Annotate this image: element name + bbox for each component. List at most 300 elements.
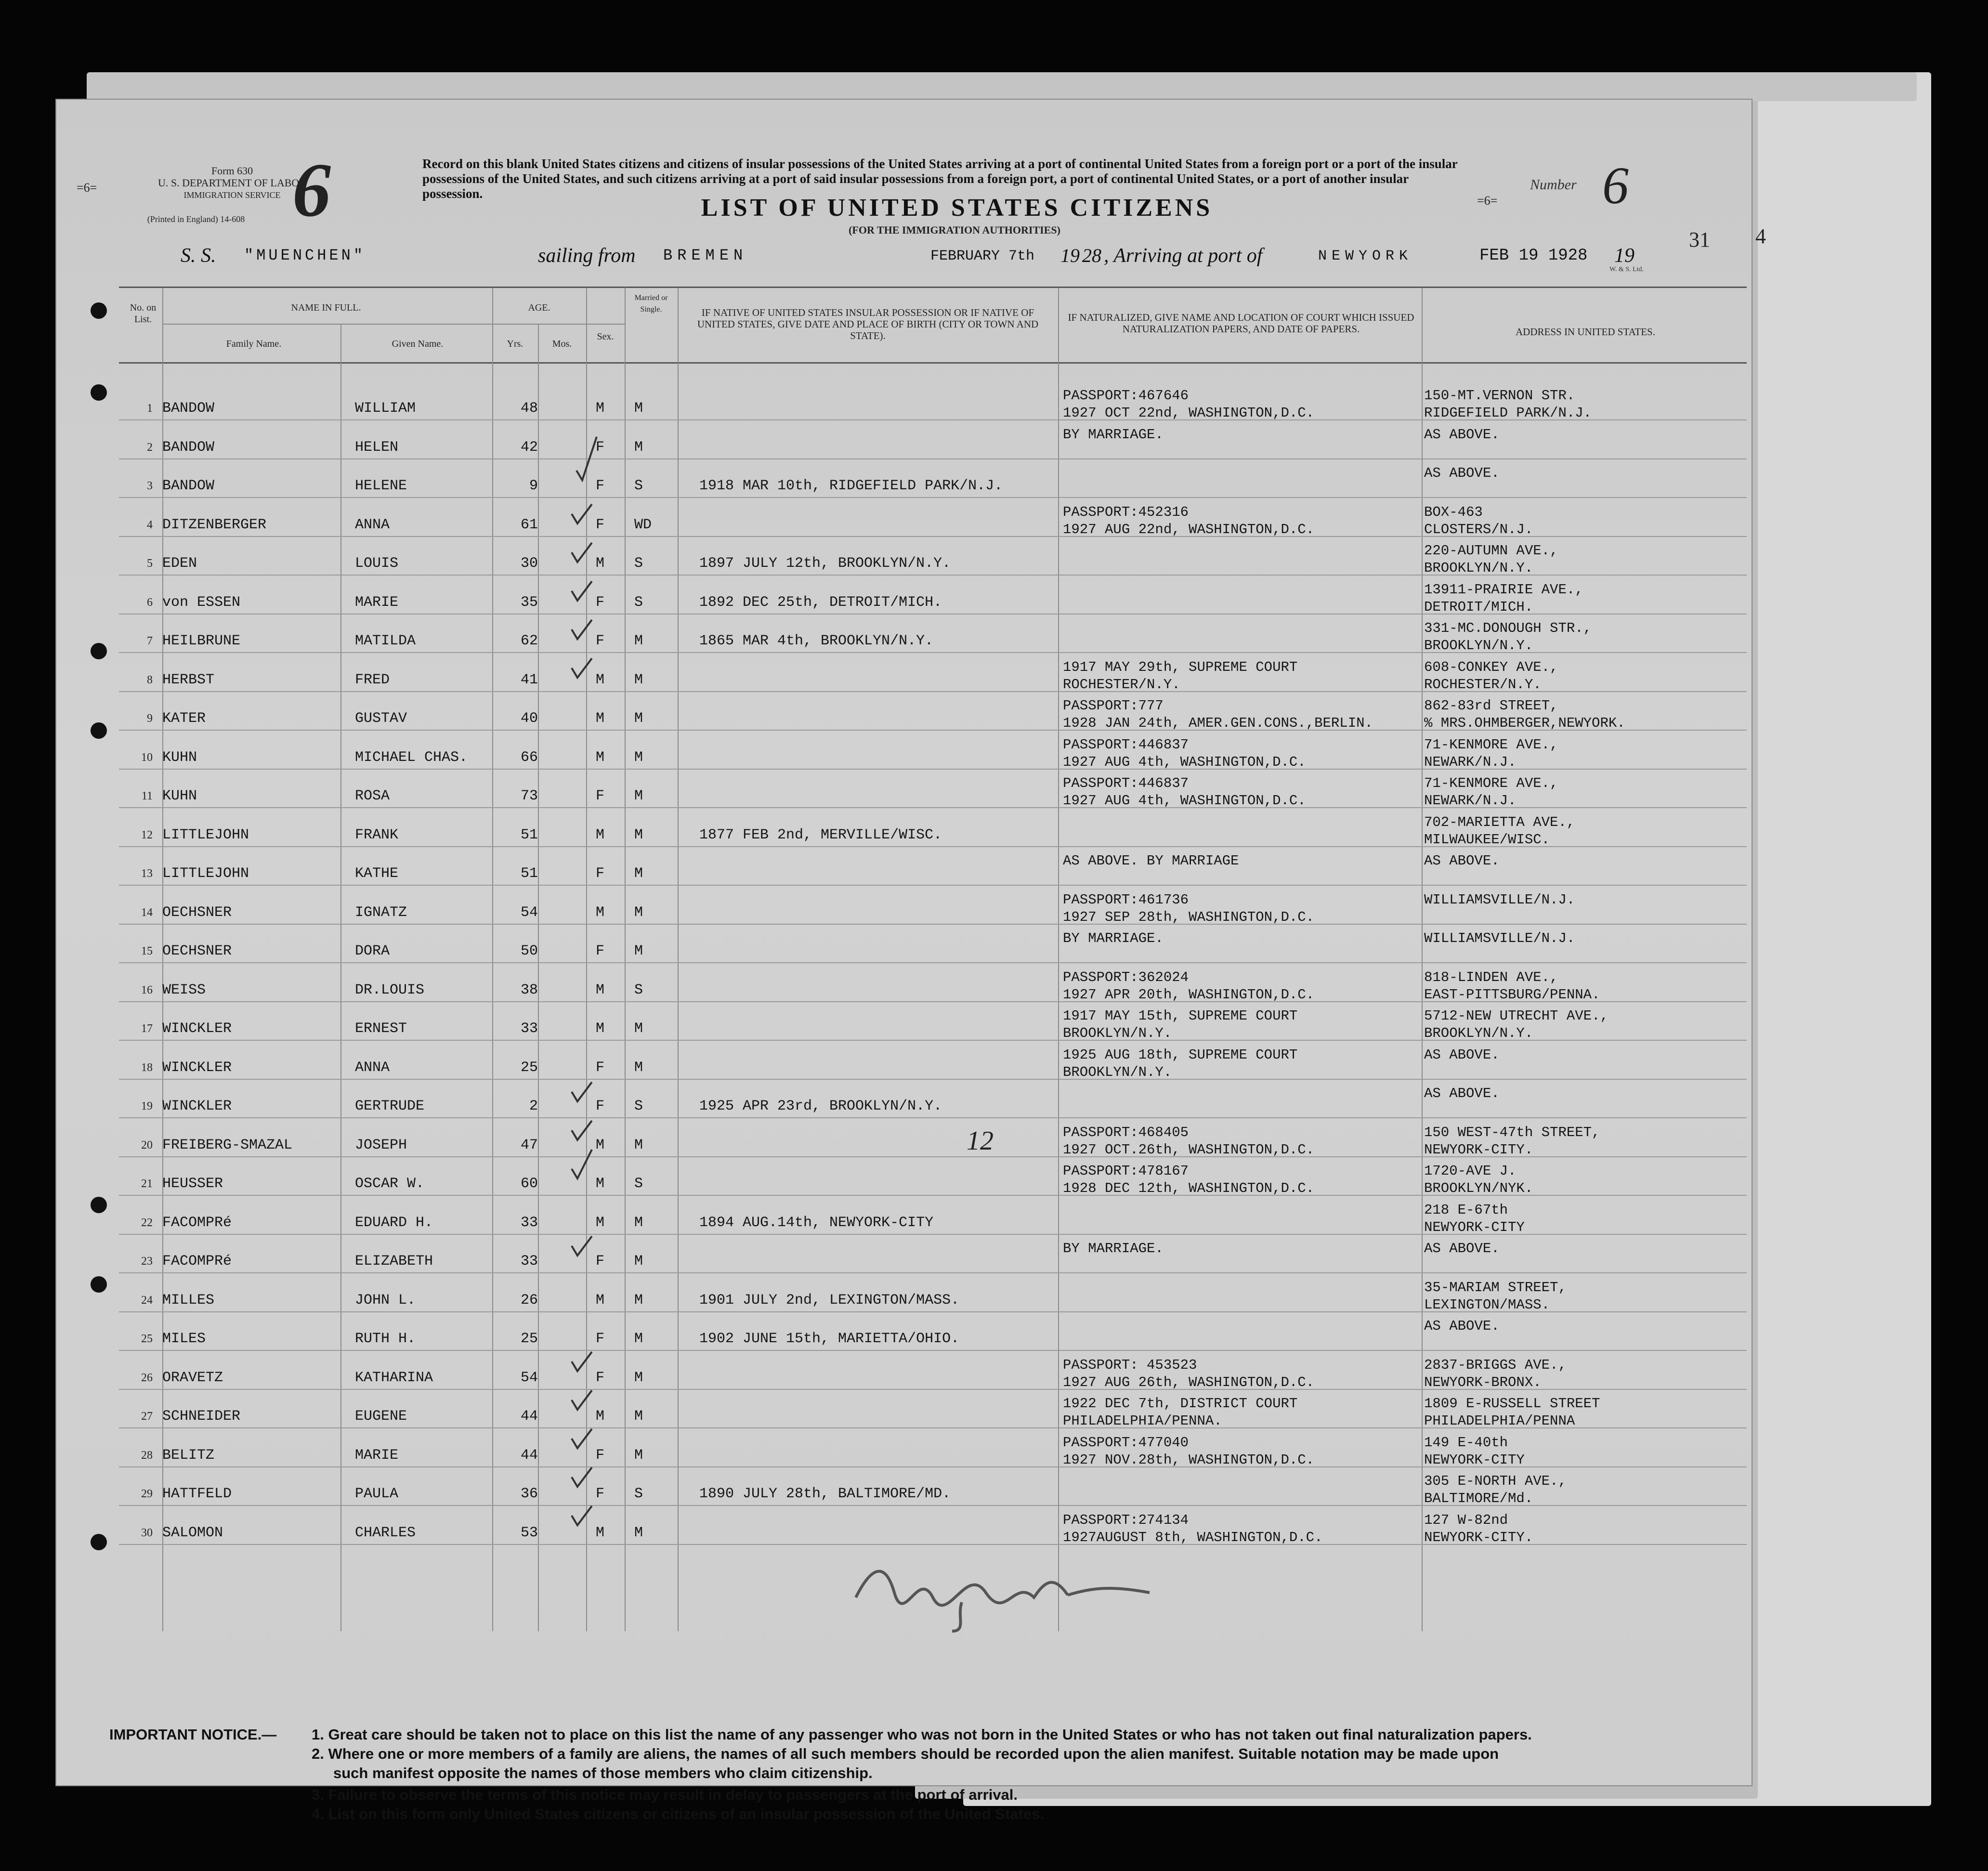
marital-status: M [634,1447,643,1464]
marital-status: M [634,1137,643,1153]
address-line-1: AS ABOVE. [1424,1241,1500,1256]
family-name: WINCKLER [162,1098,232,1114]
age: 33 [520,1021,538,1037]
marital-status: M [634,1253,643,1269]
sex: M [596,400,605,417]
marital-status: M [634,1369,643,1386]
marital-status: S [634,1176,643,1192]
row-number: 30 [141,1526,153,1539]
family-name: BELITZ [162,1447,215,1464]
manifest-page [55,99,1753,1822]
family-name: WINCKLER [162,1059,232,1076]
row-divider [119,1079,1747,1080]
col-birth: IF NATIVE OF UNITED STATES INSULAR POSSESSION OR IF NATIVE OF UNITED STATES, GIVE DATE AND PLACE OF BIRTH (CITY OR TOWN AND STATE). [697,307,1039,341]
margin-mark: =6= [77,181,97,195]
punch-hole [91,302,107,319]
row-divider [119,458,1747,459]
given-name: ANNA [355,516,390,533]
sex: F [596,478,605,494]
address-line-2: DETROIT/MICH. [1424,599,1533,615]
naturalization-line-1: PASSPORT:467646 [1063,388,1189,404]
age: 47 [520,1137,538,1153]
address-line-2: NEWARK/N.J. [1424,793,1517,809]
row-number: 6 [147,596,153,609]
address-line-1: 150-MT.VERNON STR. [1424,388,1575,404]
row-number: 7 [147,635,153,647]
birth-info: 1897 JULY 12th, BROOKLYN/N.Y. [699,555,951,572]
family-name: OECHSNER [162,904,232,921]
sex: F [596,1486,605,1502]
naturalization-line-1: PASSPORT:274134 [1063,1512,1189,1528]
age: 33 [520,1214,538,1231]
family-name: HEILBRUNE [162,633,241,649]
ship-name: "MUENCHEN" [244,247,366,264]
age: 53 [520,1524,538,1541]
birth-info: 1894 AUG.14th, NEWYORK-CITY [699,1214,934,1231]
age: 42 [520,439,538,456]
col-yrs: Yrs. [507,339,523,349]
age: 48 [520,400,538,417]
naturalization-line-2: 1927 APR 20th, WASHINGTON,D.C. [1063,986,1315,1003]
address-line-2: LEXINGTON/MASS. [1424,1296,1550,1313]
naturalization-line-2: 1927 AUG 4th, WASHINGTON,D.C. [1063,754,1306,770]
sex: M [596,1524,605,1541]
naturalization-line-1: PASSPORT:362024 [1063,969,1189,985]
address-line-2: % MRS.OHMBERGER,NEWYORK. [1424,715,1625,731]
age: 73 [520,788,538,804]
naturalization-line-2: 1928 DEC 12th, WASHINGTON,D.C. [1063,1180,1315,1196]
naturalization-line-1: 1917 MAY 15th, SUPREME COURT [1063,1008,1298,1024]
punch-hole [91,1534,107,1550]
address-line-2: ROCHESTER/N.Y. [1424,676,1542,693]
given-name: KATHE [355,865,399,882]
address-line-1: 127 W-82nd [1424,1512,1508,1528]
address-line-2: NEWYORK-BRONX. [1424,1374,1542,1390]
age: 54 [520,904,538,921]
page-title: LIST OF UNITED STATES CITIZENS [701,194,1213,222]
arriving-label: , Arriving at port of [1104,245,1263,267]
col-given: Given Name. [392,339,444,349]
header-subdivider [162,324,625,325]
sex: M [596,1176,605,1192]
age: 30 [520,555,538,572]
address-line-2: PHILADELPHIA/PENNA [1424,1413,1575,1429]
number-value: 6 [1602,156,1629,215]
col-mos: Mos. [552,339,572,349]
instructions-text: Record on this blank United States citizens and citizens of insular possessions of the United States arriving at a port of continental United States from a foreign port or a port of the insular possessions of the United States, and such citizens arriving at a port of said insular possessions from a foreign port, a port of continental United States, or a port of another insular possession. [422,157,1458,201]
sex: M [596,1137,605,1153]
row-number: 5 [147,557,153,570]
age: 61 [520,516,538,533]
family-name: HERBST [162,671,215,688]
address-line-1: 702-MARIETTA AVE., [1424,814,1575,830]
family-name: EDEN [162,555,197,572]
birth-info: 1925 APR 23rd, BROOKLYN/N.Y. [699,1098,942,1114]
row-number: 11 [141,790,153,802]
marital-status: M [634,671,643,688]
marital-status: M [634,1524,643,1541]
sex: F [596,516,605,533]
given-name: JOHN L. [355,1292,416,1308]
family-name: SCHNEIDER [162,1408,241,1425]
row-divider [119,497,1747,498]
age: 51 [520,865,538,882]
table-header-border [119,362,1747,364]
row-number: 25 [141,1333,153,1345]
marital-status: M [634,788,643,804]
sex: M [596,1021,605,1037]
row-number: 22 [141,1216,153,1229]
naturalization-line-1: BY MARRIAGE. [1063,930,1164,946]
sex: F [596,788,605,804]
marital-status: WD [634,516,652,533]
age: 25 [520,1331,538,1347]
naturalization-line-1: PASSPORT:478167 [1063,1163,1189,1179]
family-name: SALOMON [162,1524,223,1541]
family-name: LITTLEJOHN [162,826,249,843]
naturalization-line-2: 1927 OCT 22nd, WASHINGTON,D.C. [1063,405,1315,421]
address-line-2: BALTIMORE/Md. [1424,1491,1533,1506]
row-divider [119,1117,1747,1118]
column-divider [1422,288,1423,1631]
marital-status: M [634,943,643,959]
corner-number: 31 [1689,228,1710,251]
family-name: WINCKLER [162,1021,232,1037]
address-line-1: AS ABOVE. [1424,1318,1500,1334]
address-line-1: 220-AUTUMN AVE., [1424,543,1558,559]
given-name: HELENE [355,478,407,494]
sex: F [596,594,605,611]
sex: F [596,943,605,959]
marital-status: M [634,1331,643,1347]
form-number: Form 630 [211,165,253,177]
age: 35 [520,594,538,611]
sex: M [596,671,605,688]
marital-status: M [634,1059,643,1076]
family-name: HEUSSER [162,1176,223,1192]
number-label: Number [1530,177,1577,193]
address-line-1: AS ABOVE. [1424,465,1500,481]
given-name: WILLIAM [355,400,416,417]
sex: F [596,1369,605,1386]
row-number: 26 [141,1371,153,1384]
address-line-1: 218 E-67th [1424,1202,1508,1218]
address-line-2: BROOKLYN/NYK. [1424,1180,1533,1196]
marital-status: M [634,1214,643,1231]
year-label: 19 [1614,245,1635,267]
naturalization-line-1: PASSPORT:446837 [1063,736,1189,753]
naturalization-line-2: 1928 JAN 24th, AMER.GEN.CONS.,BERLIN. [1063,715,1373,731]
naturalization-line-1: PASSPORT:777 [1063,698,1164,714]
address-line-1: 35-MARIAM STREET, [1424,1279,1567,1295]
family-name: KUHN [162,788,197,804]
naturalization-line-2: 1927 SEP 28th, WASHINGTON,D.C. [1063,909,1315,925]
marital-status: M [634,1292,643,1308]
family-name: DITZENBERGER [162,516,267,533]
age: 25 [520,1059,538,1076]
notice-item-3: 3. Failure to observe the terms of this notice may result in delay to passengers at the port of arrival. [312,1786,1018,1803]
address-line-2: EAST-PITTSBURG/PENNA. [1424,986,1600,1003]
notice-item-4: 4. List on this form only United States citizens or citizens of an insular possession of the United States. [312,1806,1044,1822]
age: 54 [520,1369,538,1386]
age: 51 [520,826,538,843]
naturalization-line-2: 1927 NOV.28th, WASHINGTON,D.C. [1063,1452,1315,1468]
sex: F [596,1098,605,1114]
family-name: FREIBERG-SMAZAL [162,1137,293,1153]
sex: F [596,1331,605,1347]
address-line-1: 1720-AVE J. [1424,1163,1517,1179]
age: 40 [520,710,538,727]
marital-status: M [634,865,643,882]
address-line-1: 331-MC.DONOUGH STR., [1424,620,1592,636]
row-number: 15 [141,945,153,957]
row-number: 17 [141,1022,153,1035]
given-name: MICHAEL CHAS. [355,749,468,766]
given-name: LOUIS [355,555,399,572]
address-line-2: NEWYORK-CITY [1424,1452,1525,1468]
col-name-in-full: NAME IN FULL. [291,302,361,313]
sex: F [596,439,605,456]
address-line-1: 5712-NEW UTRECHT AVE., [1424,1008,1609,1024]
marital-status: M [634,749,643,766]
row-number: 28 [141,1449,153,1462]
row-number: 18 [141,1061,153,1074]
age: 41 [520,671,538,688]
naturalization-line-1: 1917 MAY 29th, SUPREME COURT [1063,659,1298,675]
address-line-1: 608-CONKEY AVE., [1424,659,1558,675]
naturalization-line-2: 1927 AUG 26th, WASHINGTON,D.C. [1063,1374,1315,1390]
family-name: FACOMPRé [162,1214,232,1231]
notice-item-2: 2. Where one or more members of a family are aliens, the names of all such members should be recorded upon the alien manifest. Suitable notation may be made upon [312,1745,1499,1762]
edge-number: 4 [1755,224,1766,248]
naturalization-line-1: PASSPORT:446837 [1063,775,1189,791]
notice-item-2b: such manifest opposite the names of those members who claim citizenship. [333,1765,873,1781]
given-name: ANNA [355,1059,390,1076]
address-line-1: AS ABOVE. [1424,426,1500,443]
date-from: FEBRUARY 7th [930,248,1035,264]
age: 60 [520,1176,538,1192]
col-no: No. on List. [130,302,157,325]
family-name: MILES [162,1331,206,1347]
address-line-2: RIDGEFIELD PARK/N.J. [1424,405,1592,421]
family-name: von ESSEN [162,594,241,611]
address-line-1: 149 E-40th [1424,1434,1508,1451]
address-line-2: NEWYORK-CITY [1424,1219,1525,1235]
column-divider [1058,288,1059,1631]
given-name: DR.LOUIS [355,981,425,998]
service: IMMIGRATION SERVICE [183,190,281,200]
age: 2 [529,1098,538,1114]
address-line-2: NEWARK/N.J. [1424,754,1517,770]
naturalization-line-1: BY MARRIAGE. [1063,426,1164,443]
row-number: 3 [147,480,153,492]
birth-info: 1892 DEC 25th, DETROIT/MICH. [699,594,942,611]
col-married: Married or Single. [634,294,668,314]
given-name: MATILDA [355,633,416,649]
year-suffix: 28 [1082,245,1101,266]
port-from: BREMEN [663,247,748,264]
punch-hole [91,1276,107,1293]
row-divider [119,924,1747,925]
address-line-1: 1809 E-RUSSELL STREET [1424,1396,1600,1412]
age: 26 [520,1292,538,1308]
birth-info: 1865 MAR 4th, BROOKLYN/N.Y. [699,633,934,649]
row-divider [119,885,1747,886]
punch-hole [91,1197,107,1213]
col-sex: Sex. [597,331,614,342]
marital-status: S [634,1486,643,1502]
page-subtitle: (FOR THE IMMIGRATION AUTHORITIES) [849,224,1060,236]
column-divider [492,288,493,1631]
sex: F [596,1447,605,1464]
given-name: EUGENE [355,1408,407,1425]
address-line-1: AS ABOVE. [1424,1086,1500,1101]
address-line-2: BROOKLYN/N.Y. [1424,638,1533,654]
port-to: NEWYORK [1318,248,1413,264]
punch-hole [91,722,107,739]
naturalization-line-2: 1927 AUG 4th, WASHINGTON,D.C. [1063,793,1306,809]
marital-status: M [634,904,643,921]
naturalization-line-1: 1922 DEC 7th, DISTRICT COURT [1063,1396,1298,1412]
arrival-date-stamp: FEB 19 1928 [1479,247,1588,265]
naturalization-line-1: BY MARRIAGE. [1063,1241,1164,1256]
marital-status: S [634,1098,643,1114]
family-name: HATTFELD [162,1486,232,1502]
address-line-1: BOX-463 [1424,504,1483,520]
row-number: 10 [141,751,153,764]
given-name: ELIZABETH [355,1253,433,1269]
age: 36 [520,1486,538,1502]
naturalization-line-1: PASSPORT:477040 [1063,1434,1189,1451]
naturalization-line-2: ROCHESTER/N.Y. [1063,676,1180,693]
column-divider [340,324,341,1631]
check-marks [567,350,702,1626]
age: 44 [520,1408,538,1425]
given-name: ROSA [355,788,390,804]
age: 62 [520,633,538,649]
row-number: 24 [141,1294,153,1307]
given-name: ERNEST [355,1021,407,1037]
handwritten-six: 6 [292,147,331,233]
address-line-1: 818-LINDEN AVE., [1424,969,1558,985]
naturalization-line-2: 1927 AUG 22nd, WASHINGTON,D.C. [1063,521,1315,537]
notice-label: IMPORTANT NOTICE.— [109,1726,277,1743]
given-name: MARIE [355,594,399,611]
background-sheet [87,72,1917,101]
marital-status: S [634,981,643,998]
punch-hole [91,384,107,401]
age: 50 [520,943,538,959]
address-line-1: 13911-PRAIRIE AVE., [1424,581,1583,598]
age: 44 [520,1447,538,1464]
birth-info: 1902 JUNE 15th, MARIETTA/OHIO. [699,1331,960,1347]
given-name: FRED [355,671,390,688]
given-name: KATHARINA [355,1369,433,1386]
sailing-label: sailing from [538,245,636,267]
address-line-2: NEWYORK-CITY. [1424,1529,1533,1545]
address-line-2: BROOKLYN/N.Y. [1424,560,1533,576]
row-number: 2 [147,441,153,454]
ss-label: S. S. [181,245,216,267]
family-name: KUHN [162,749,197,766]
given-name: EDUARD H. [355,1214,433,1231]
birth-info: 1918 MAR 10th, RIDGEFIELD PARK/N.J. [699,478,1003,494]
sex: M [596,710,605,727]
naturalization-line-1: PASSPORT: 453523 [1063,1357,1197,1373]
col-naturalized: IF NATURALIZED, GIVE NAME AND LOCATION OF COURT WHICH ISSUED NATURALIZATION PAPERS, AND DATE OF PAPERS. [1068,312,1414,335]
naturalization-line-2: 1927 OCT.26th, WASHINGTON,D.C. [1063,1141,1315,1158]
address-line-1: 305 E-NORTH AVE., [1424,1473,1567,1489]
row-number: 12 [141,828,153,841]
row-number: 29 [141,1488,153,1500]
sex: M [596,904,605,921]
address-line-1: 2837-BRIGGS AVE., [1424,1357,1567,1373]
birth-info: 1877 FEB 2nd, MERVILLE/WISC. [699,826,942,843]
row-number: 20 [141,1138,153,1151]
naturalization-line-2: 1927AUGUST 8th, WASHINGTON,D.C. [1063,1529,1323,1545]
marital-status: M [634,439,643,456]
birth-info: 1890 JULY 28th, BALTIMORE/MD. [699,1486,951,1502]
age: 33 [520,1253,538,1269]
sex: F [596,1059,605,1076]
address-line-1: WILLIAMSVILLE/N.J. [1424,891,1575,908]
sex: F [596,1253,605,1269]
address-line-1: 71-KENMORE AVE., [1424,736,1558,753]
family-name: KATER [162,710,206,727]
marital-status: M [634,400,643,417]
given-name: FRANK [355,826,399,843]
row-number: 16 [141,983,153,996]
given-name: GERTRUDE [355,1098,425,1114]
address-line-2: BROOKLYN/N.Y. [1424,1025,1533,1041]
signature-scribble [841,1540,1275,1636]
sex: M [596,981,605,998]
given-name: DORA [355,943,390,959]
publisher-mark: W. & S. Ltd. [1609,266,1644,273]
marital-status: S [634,555,643,572]
margin-mark: =6= [1477,194,1498,208]
row-number: 8 [147,673,153,686]
department: U. S. DEPARTMENT OF LABOR [158,177,306,189]
given-name: PAULA [355,1486,399,1502]
notice-item-1: 1. Great care should be taken not to place on this list the name of any passenger who was not born in the United States or who has not taken out final naturalization papers. [312,1726,1532,1743]
sex: M [596,1214,605,1231]
given-name: GUSTAV [355,710,407,727]
family-name: WEISS [162,981,206,998]
family-name: OECHSNER [162,943,232,959]
given-name: RUTH H. [355,1331,416,1347]
address-line-1: 71-KENMORE AVE., [1424,775,1558,791]
sex: M [596,826,605,843]
row-number: 19 [141,1100,153,1112]
row-number: 13 [141,867,153,880]
age: 38 [520,981,538,998]
given-name: CHARLES [355,1524,416,1541]
address-line-1: AS ABOVE. [1424,1047,1500,1063]
sex: F [596,633,605,649]
naturalization-line-2: PHILADELPHIA/PENNA. [1063,1413,1222,1429]
naturalization-line-2: BROOKLYN/N.Y. [1063,1025,1172,1041]
address-line-2: CLOSTERS/N.J. [1424,521,1533,537]
marital-status: M [634,1021,643,1037]
col-age: AGE. [528,302,550,313]
address-line-1: WILLIAMSVILLE/N.J. [1424,930,1575,946]
sex: M [596,749,605,766]
family-name: BANDOW [162,439,215,456]
annotation-twelve: 12 [967,1126,994,1156]
row-number: 23 [141,1255,153,1268]
sex: M [596,1408,605,1425]
